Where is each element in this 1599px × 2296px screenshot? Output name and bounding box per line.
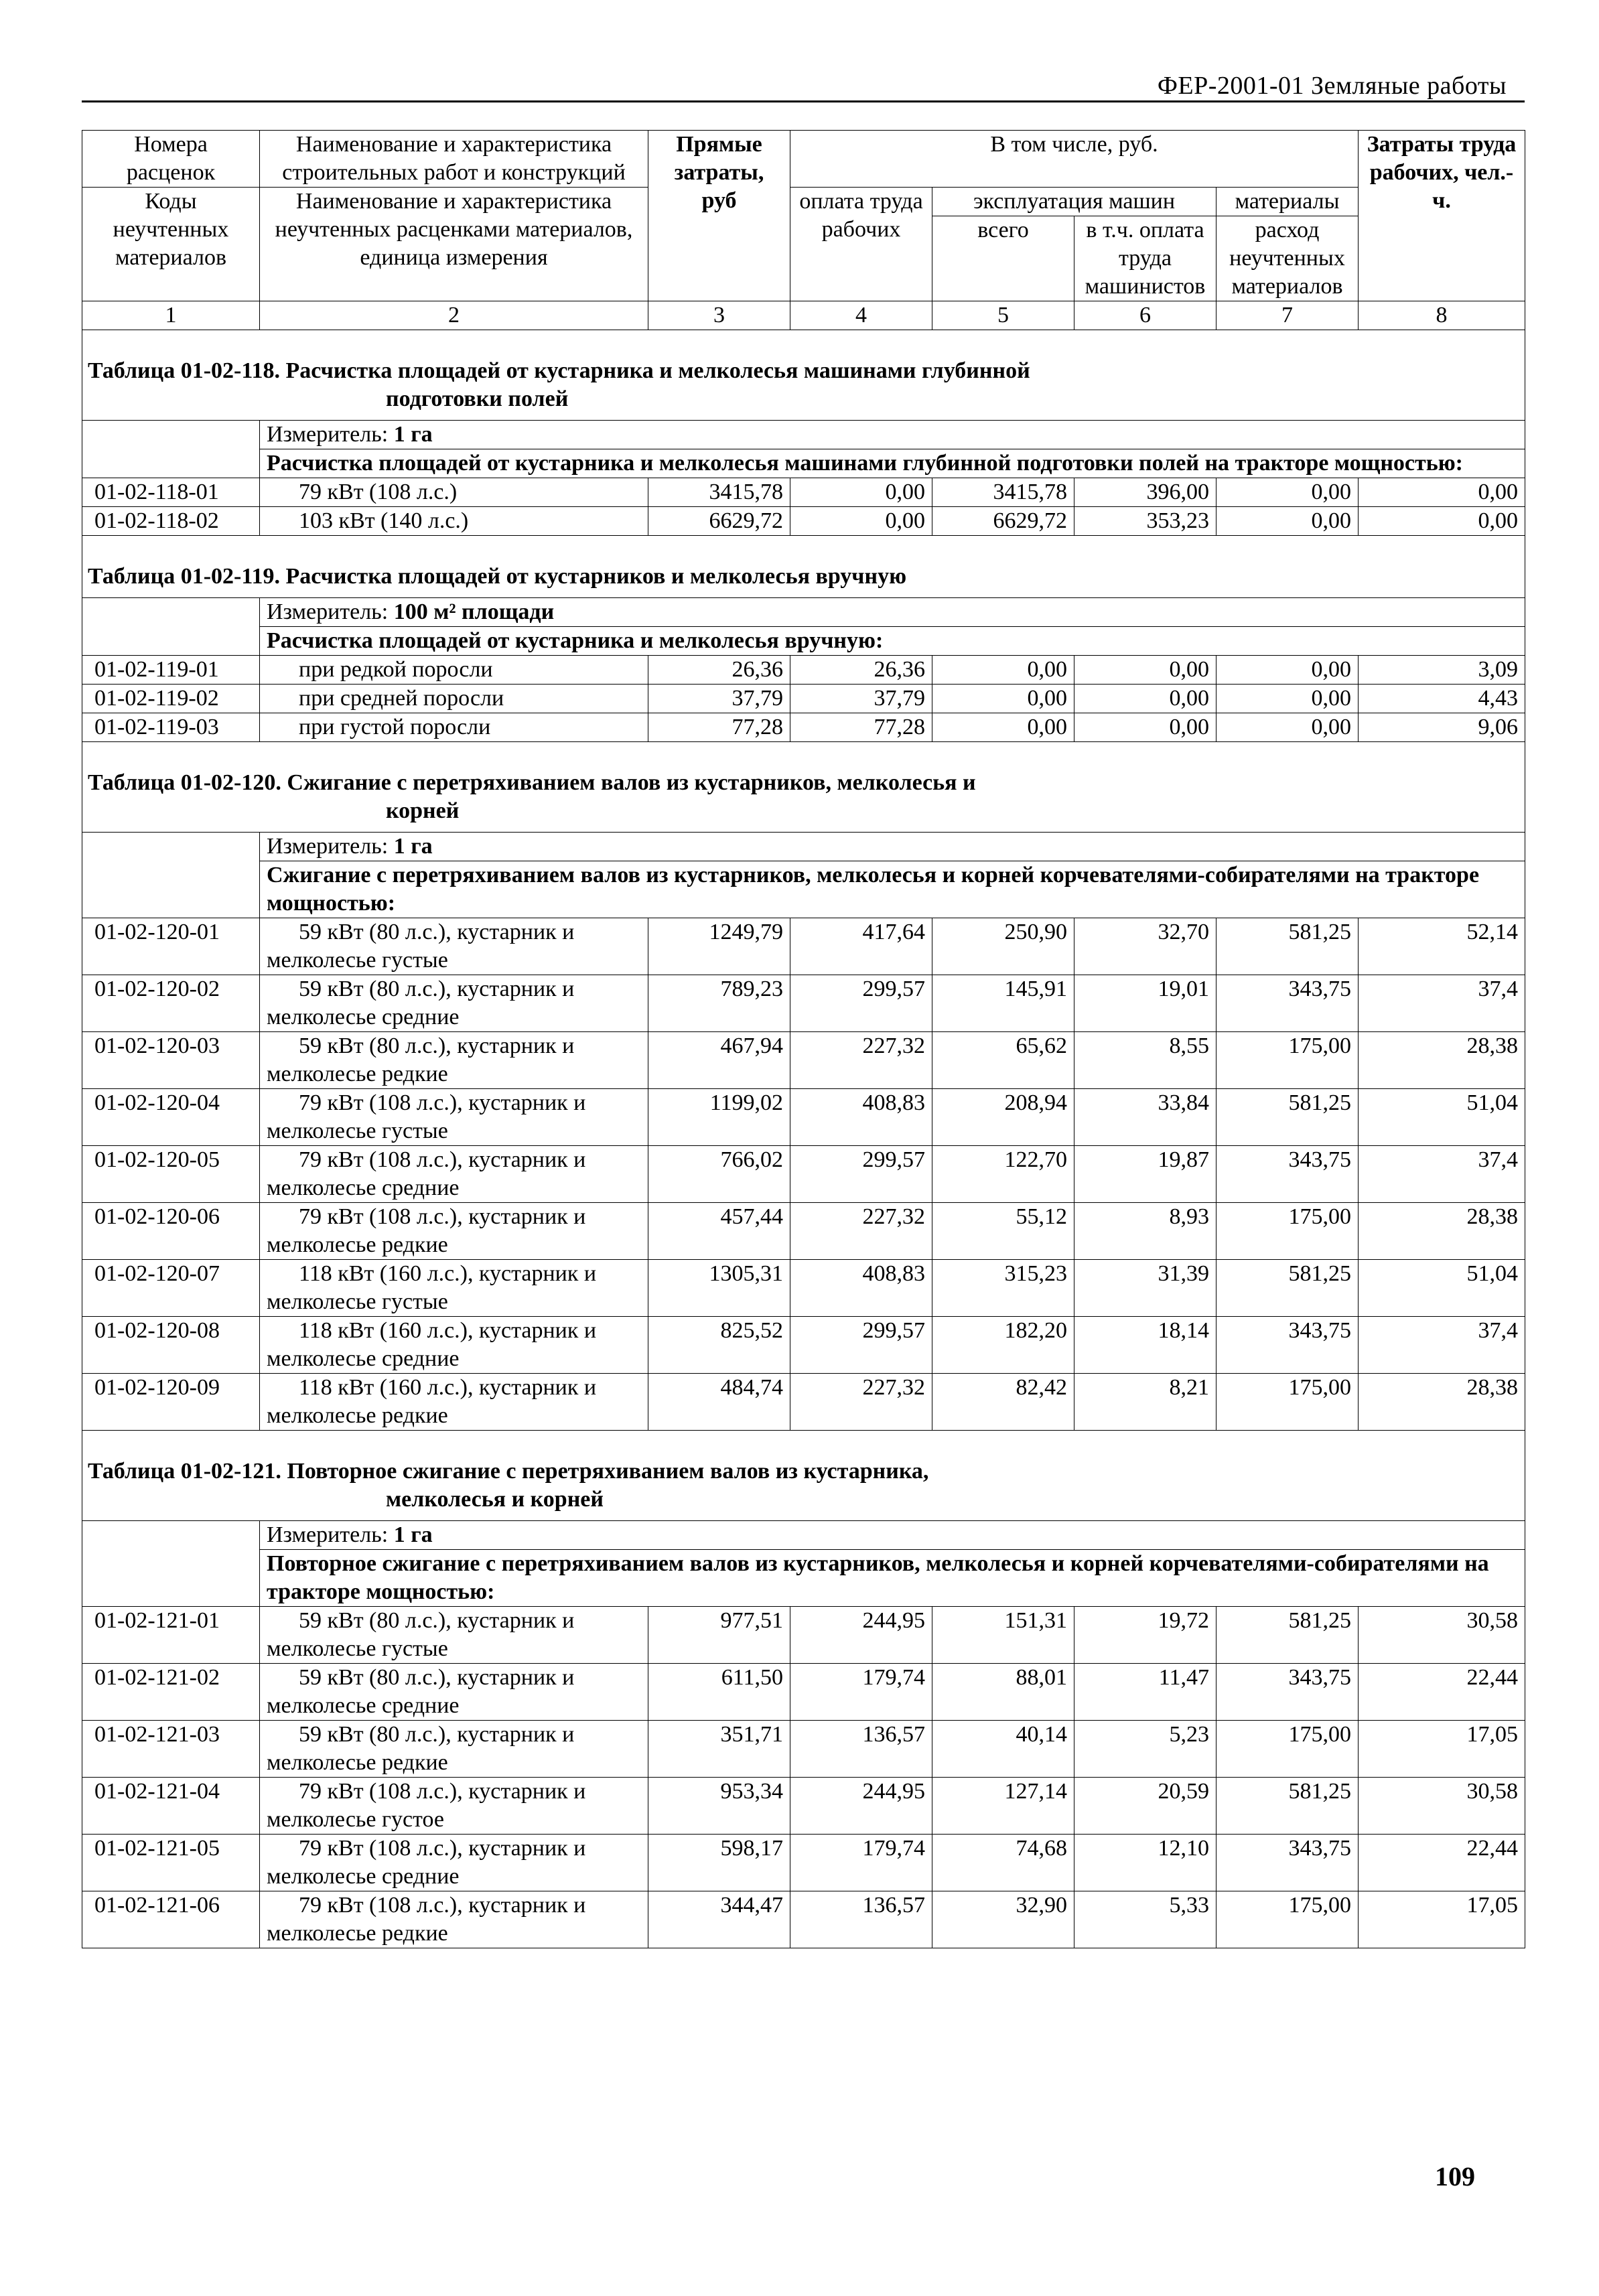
rate-name-line-1: 118 кВт (160 л.с.), кустарник и <box>299 1318 597 1343</box>
rate-code: 01-02-119-01 <box>82 656 260 685</box>
rate-value: 19,87 <box>1074 1146 1216 1203</box>
rate-value: 175,00 <box>1216 1891 1359 1948</box>
rate-name-line-2: мелколесье средние <box>267 1005 460 1029</box>
rate-name-line-1: 118 кВт (160 л.с.), кустарник и <box>299 1375 597 1400</box>
table-row <box>82 975 1525 1032</box>
rate-value: 136,57 <box>790 1891 932 1948</box>
table-row <box>82 1607 1525 1664</box>
rate-value: 33,84 <box>1074 1089 1216 1146</box>
rate-value: 26,36 <box>648 656 790 685</box>
rate-value: 299,57 <box>790 1317 932 1374</box>
rate-value: 0,00 <box>1074 685 1216 713</box>
rate-value: 26,36 <box>790 656 932 685</box>
rate-value: 408,83 <box>790 1089 932 1146</box>
rate-name-line-2: мелколесье редкие <box>267 1232 448 1257</box>
table-row <box>82 918 1525 975</box>
rate-code: 01-02-121-03 <box>82 1721 260 1778</box>
rate-name-line-2: мелколесье редкие <box>267 1062 448 1086</box>
work-description: Расчистка площадей от кустарника и мелколесья вручную: <box>260 627 1525 656</box>
measure-row <box>82 421 1525 449</box>
description-spacer <box>82 861 260 918</box>
rate-name-line-1: 59 кВт (80 л.с.), кустарник и <box>299 977 575 1001</box>
rate-name-line-2: мелколесье средние <box>267 1175 460 1200</box>
rate-name-line-2: мелколесье средние <box>267 1346 460 1371</box>
rate-value: 37,4 <box>1359 975 1525 1032</box>
measure-spacer <box>82 833 260 861</box>
table-title-row <box>82 536 1525 598</box>
rate-value: 6629,72 <box>648 507 790 536</box>
rate-name <box>260 1835 648 1891</box>
table-title <box>82 1431 1525 1521</box>
table-row <box>82 713 1525 742</box>
rate-value: 0,00 <box>1216 685 1359 713</box>
rate-value: 136,57 <box>790 1721 932 1778</box>
rate-value: 127,14 <box>932 1778 1074 1835</box>
rate-value: 37,4 <box>1359 1317 1525 1374</box>
rate-value: 20,59 <box>1074 1778 1216 1835</box>
measure-row <box>82 598 1525 627</box>
rate-name <box>260 656 648 685</box>
measure-spacer <box>82 421 260 449</box>
column-number: 6 <box>1074 301 1216 330</box>
rate-value: 55,12 <box>932 1203 1074 1260</box>
rate-name-line-2: мелколесье густые <box>267 1636 448 1661</box>
table-row <box>82 1835 1525 1891</box>
rate-value: 227,32 <box>790 1203 932 1260</box>
table-title-line-1: Таблица 01-02-118. Расчистка площадей от кустарника и мелколесья машинами глубинной <box>88 358 1030 383</box>
rate-name <box>260 685 648 713</box>
rate-value: 175,00 <box>1216 1032 1359 1089</box>
rate-value: 179,74 <box>790 1664 932 1721</box>
rate-value: 18,14 <box>1074 1317 1216 1374</box>
rate-value: 22,44 <box>1359 1664 1525 1721</box>
rate-name-line-2: мелколесье средние <box>267 1693 460 1718</box>
measure-row <box>82 833 1525 861</box>
rate-value: 0,00 <box>932 713 1074 742</box>
table-row <box>82 1778 1525 1835</box>
rate-value: 51,04 <box>1359 1260 1525 1317</box>
rate-value: 825,52 <box>648 1317 790 1374</box>
table-row <box>82 478 1525 507</box>
rate-value: 88,01 <box>932 1664 1074 1721</box>
rate-name-line-1: 79 кВт (108 л.с.), кустарник и <box>299 1836 586 1861</box>
rate-value: 343,75 <box>1216 975 1359 1032</box>
rate-value: 28,38 <box>1359 1203 1525 1260</box>
column-header-row-1 <box>82 131 1525 188</box>
col-labor-header: Затраты труда рабочих, чел.-ч. <box>1359 131 1525 301</box>
rate-value: 51,04 <box>1359 1089 1525 1146</box>
column-number: 3 <box>648 301 790 330</box>
column-number: 8 <box>1359 301 1525 330</box>
measure-label: Измеритель: <box>267 422 389 447</box>
rate-value: 175,00 <box>1216 1374 1359 1431</box>
rate-value: 6629,72 <box>932 507 1074 536</box>
table-title <box>82 330 1525 421</box>
rate-name-line-1: 79 кВт (108 л.с.), кустарник и <box>299 1204 586 1229</box>
rate-code: 01-02-121-04 <box>82 1778 260 1835</box>
rate-value: 417,64 <box>790 918 932 975</box>
table-title-line-2: корней <box>386 798 460 823</box>
measure-value: 1 га <box>393 422 433 447</box>
rate-code: 01-02-118-01 <box>82 478 260 507</box>
rate-value: 77,28 <box>648 713 790 742</box>
rate-value: 17,05 <box>1359 1891 1525 1948</box>
rate-value: 145,91 <box>932 975 1074 1032</box>
rate-value: 611,50 <box>648 1664 790 1721</box>
rate-code: 01-02-119-02 <box>82 685 260 713</box>
col-machines-header: эксплуатация машин <box>932 188 1216 216</box>
rate-value: 8,93 <box>1074 1203 1216 1260</box>
col-materials-codes-header: Коды неучтенных материалов <box>82 188 260 301</box>
rate-name-line-1: 118 кВт (160 л.с.), кустарник и <box>299 1261 597 1286</box>
rate-value: 4,43 <box>1359 685 1525 713</box>
table-title-line-2: подготовки полей <box>386 386 569 411</box>
rate-name <box>260 975 648 1032</box>
rate-value: 598,17 <box>648 1835 790 1891</box>
rate-name-text: 79 кВт (108 л.с.) <box>299 480 458 504</box>
col-materials-name-header: Наименование и характеристика неучтенных расценками материалов, единица измерения <box>260 188 648 301</box>
rate-code: 01-02-120-09 <box>82 1374 260 1431</box>
table-title <box>82 536 1525 598</box>
rate-name-line-1: 59 кВт (80 л.с.), кустарник и <box>299 920 575 944</box>
rate-value: 396,00 <box>1074 478 1216 507</box>
table-row <box>82 1032 1525 1089</box>
rate-value: 182,20 <box>932 1317 1074 1374</box>
rate-value: 457,44 <box>648 1203 790 1260</box>
measure-label: Измеритель: <box>267 1522 389 1547</box>
rate-code: 01-02-120-04 <box>82 1089 260 1146</box>
rate-name <box>260 1374 648 1431</box>
table-row <box>82 656 1525 685</box>
rate-value: 82,42 <box>932 1374 1074 1431</box>
measure-label: Измеритель: <box>267 834 389 859</box>
table-row <box>82 1374 1525 1431</box>
work-description: Сжигание с перетряхиванием валов из кустарников, мелколесья и корней корчевателями-собирателями на тракторе мощностью: <box>260 861 1525 918</box>
col-materials-sub-header: расход неучтенных материалов <box>1216 216 1359 301</box>
rate-value: 351,71 <box>648 1721 790 1778</box>
rate-code: 01-02-119-03 <box>82 713 260 742</box>
table-row <box>82 1146 1525 1203</box>
rate-code: 01-02-120-07 <box>82 1260 260 1317</box>
rate-name-text: при густой поросли <box>299 715 491 739</box>
rate-value: 9,06 <box>1359 713 1525 742</box>
rate-code: 01-02-121-01 <box>82 1607 260 1664</box>
rate-value: 953,34 <box>648 1778 790 1835</box>
rate-name <box>260 1664 648 1721</box>
rate-value: 408,83 <box>790 1260 932 1317</box>
rate-value: 30,58 <box>1359 1778 1525 1835</box>
rate-value: 581,25 <box>1216 1089 1359 1146</box>
rate-value: 0,00 <box>1216 656 1359 685</box>
rate-value: 315,23 <box>932 1260 1074 1317</box>
rate-value: 208,94 <box>932 1089 1074 1146</box>
table-row <box>82 1721 1525 1778</box>
rate-code: 01-02-121-06 <box>82 1891 260 1948</box>
rate-name-text: 103 кВт (140 л.с.) <box>299 508 469 533</box>
rate-value: 77,28 <box>790 713 932 742</box>
table-row <box>82 1664 1525 1721</box>
rate-code: 01-02-120-08 <box>82 1317 260 1374</box>
work-description: Расчистка площадей от кустарника и мелколесья машинами глубинной подготовки полей на тракторе мощностью: <box>260 449 1525 478</box>
rate-value: 0,00 <box>790 507 932 536</box>
measure <box>260 833 1525 861</box>
column-number: 7 <box>1216 301 1359 330</box>
rate-name-line-1: 59 кВт (80 л.с.), кустарник и <box>299 1722 575 1747</box>
col-materials-header: материалы <box>1216 188 1359 216</box>
rate-name <box>260 1203 648 1260</box>
rate-value: 1199,02 <box>648 1089 790 1146</box>
rate-name <box>260 1260 648 1317</box>
measure-value: 1 га <box>393 834 433 859</box>
table-title-line-1: Таблица 01-02-119. Расчистка площадей от кустарников и мелколесья вручную <box>88 564 907 589</box>
measure <box>260 421 1525 449</box>
rate-value: 244,95 <box>790 1778 932 1835</box>
rate-name-line-1: 79 кВт (108 л.с.), кустарник и <box>299 1090 586 1115</box>
table-title-row <box>82 330 1525 421</box>
rate-value: 766,02 <box>648 1146 790 1203</box>
rate-value: 5,33 <box>1074 1891 1216 1948</box>
rate-value: 227,32 <box>790 1374 932 1431</box>
description-spacer <box>82 627 260 656</box>
column-number-row <box>82 301 1525 330</box>
rate-value: 37,4 <box>1359 1146 1525 1203</box>
rate-name-line-2: мелколесье густые <box>267 948 448 973</box>
rate-value: 0,00 <box>1074 656 1216 685</box>
rate-value: 299,57 <box>790 1146 932 1203</box>
rate-code: 01-02-120-03 <box>82 1032 260 1089</box>
rate-value: 0,00 <box>790 478 932 507</box>
rate-value: 0,00 <box>1074 713 1216 742</box>
rate-value: 175,00 <box>1216 1721 1359 1778</box>
rate-name-line-2: мелколесье густые <box>267 1119 448 1143</box>
table-row <box>82 1260 1525 1317</box>
rate-value: 0,00 <box>932 656 1074 685</box>
rate-value: 484,74 <box>648 1374 790 1431</box>
rate-value: 343,75 <box>1216 1146 1359 1203</box>
rate-value: 8,21 <box>1074 1374 1216 1431</box>
col-name-header: Наименование и характеристика строительных работ и конструкций <box>260 131 648 188</box>
rate-name-line-1: 59 кВт (80 л.с.), кустарник и <box>299 1608 575 1633</box>
rate-code: 01-02-120-01 <box>82 918 260 975</box>
table-title-line-1: Таблица 01-02-120. Сжигание с перетряхиванием валов из кустарников, мелколесья и <box>88 770 976 795</box>
rate-name-text: при средней поросли <box>299 686 504 711</box>
rate-value: 0,00 <box>1216 507 1359 536</box>
rate-name <box>260 1146 648 1203</box>
rate-code: 01-02-120-06 <box>82 1203 260 1260</box>
rate-value: 3,09 <box>1359 656 1525 685</box>
rate-name <box>260 1317 648 1374</box>
rate-name <box>260 1721 648 1778</box>
table-title <box>82 742 1525 833</box>
rate-value: 28,38 <box>1359 1374 1525 1431</box>
rate-value: 74,68 <box>932 1835 1074 1891</box>
measure <box>260 598 1525 627</box>
rate-value: 3415,78 <box>648 478 790 507</box>
table-title-line-1: Таблица 01-02-121. Повторное сжигание с перетряхиванием валов из кустарника, <box>88 1459 929 1484</box>
rate-value: 17,05 <box>1359 1721 1525 1778</box>
rate-value: 0,00 <box>1216 478 1359 507</box>
rate-value: 344,47 <box>648 1891 790 1948</box>
rate-value: 244,95 <box>790 1607 932 1664</box>
table-title-row <box>82 1431 1525 1521</box>
rate-name <box>260 1032 648 1089</box>
rate-value: 581,25 <box>1216 1607 1359 1664</box>
col-pay-header: оплата труда рабочих <box>790 188 932 301</box>
rate-value: 175,00 <box>1216 1203 1359 1260</box>
rate-name <box>260 507 648 536</box>
table-row <box>82 507 1525 536</box>
rate-name-line-1: 79 кВт (108 л.с.), кустарник и <box>299 1779 586 1804</box>
rate-value: 0,00 <box>1359 478 1525 507</box>
rate-value: 1249,79 <box>648 918 790 975</box>
rate-name-line-1: 59 кВт (80 л.с.), кустарник и <box>299 1665 575 1690</box>
rate-name-line-2: мелколесье редкие <box>267 1750 448 1775</box>
rate-name-line-1: 59 кВт (80 л.с.), кустарник и <box>299 1033 575 1058</box>
rate-value: 37,79 <box>648 685 790 713</box>
rate-value: 19,72 <box>1074 1607 1216 1664</box>
col-machines-total-header: всего <box>932 216 1074 301</box>
rate-name-line-2: мелколесье редкие <box>267 1921 448 1946</box>
rate-value: 353,23 <box>1074 507 1216 536</box>
measure-spacer <box>82 1521 260 1550</box>
rate-value: 250,90 <box>932 918 1074 975</box>
rate-value: 30,58 <box>1359 1607 1525 1664</box>
rate-value: 299,57 <box>790 975 932 1032</box>
table-row <box>82 1891 1525 1948</box>
column-number: 5 <box>932 301 1074 330</box>
rate-name <box>260 1778 648 1835</box>
rate-value: 37,79 <box>790 685 932 713</box>
page-header: ФЕР-2001-01 Земляные работы <box>1157 72 1507 100</box>
rate-code: 01-02-120-05 <box>82 1146 260 1203</box>
measure-value: 100 м² площади <box>393 599 555 624</box>
rate-name <box>260 1891 648 1948</box>
document-body <box>82 130 1525 1948</box>
table-row <box>82 1203 1525 1260</box>
rate-name <box>260 1089 648 1146</box>
rate-value: 467,94 <box>648 1032 790 1089</box>
rate-value: 52,14 <box>1359 918 1525 975</box>
rate-name-text: при редкой поросли <box>299 657 493 682</box>
rate-value: 11,47 <box>1074 1664 1216 1721</box>
rate-value: 8,55 <box>1074 1032 1216 1089</box>
rate-name-line-2: мелколесье средние <box>267 1864 460 1889</box>
description-row <box>82 449 1525 478</box>
rate-value: 343,75 <box>1216 1664 1359 1721</box>
rate-name-line-1: 79 кВт (108 л.с.), кустарник и <box>299 1147 586 1172</box>
rate-value: 581,25 <box>1216 1260 1359 1317</box>
rate-name <box>260 1607 648 1664</box>
rate-value: 31,39 <box>1074 1260 1216 1317</box>
measure-row <box>82 1521 1525 1550</box>
rate-value: 122,70 <box>932 1146 1074 1203</box>
rate-value: 40,14 <box>932 1721 1074 1778</box>
rate-name <box>260 478 648 507</box>
table-title-row <box>82 742 1525 833</box>
rate-value: 789,23 <box>648 975 790 1032</box>
rate-value: 28,38 <box>1359 1032 1525 1089</box>
description-row <box>82 627 1525 656</box>
rate-value: 22,44 <box>1359 1835 1525 1891</box>
description-spacer <box>82 449 260 478</box>
description-row <box>82 1550 1525 1607</box>
rate-code: 01-02-120-02 <box>82 975 260 1032</box>
rate-value: 581,25 <box>1216 1778 1359 1835</box>
rate-value: 343,75 <box>1216 1835 1359 1891</box>
rate-value: 343,75 <box>1216 1317 1359 1374</box>
description-row <box>82 861 1525 918</box>
col-direct-costs-header: Прямые затраты, руб <box>648 131 790 301</box>
rate-value: 32,90 <box>932 1891 1074 1948</box>
rate-value: 151,31 <box>932 1607 1074 1664</box>
rate-value: 32,70 <box>1074 918 1216 975</box>
measure-value: 1 га <box>393 1522 433 1547</box>
rate-name-line-2: мелколесье редкие <box>267 1403 448 1428</box>
measure <box>260 1521 1525 1550</box>
rate-value: 65,62 <box>932 1032 1074 1089</box>
rate-name-line-2: мелколесье густое <box>267 1807 444 1832</box>
table-row <box>82 685 1525 713</box>
rate-value: 0,00 <box>932 685 1074 713</box>
table-title-line-2: мелколесья и корней <box>386 1487 604 1512</box>
table-row <box>82 1317 1525 1374</box>
rate-name-line-1: 79 кВт (108 л.с.), кустарник и <box>299 1893 586 1918</box>
column-number: 4 <box>790 301 932 330</box>
table-row <box>82 1089 1525 1146</box>
rate-value: 581,25 <box>1216 918 1359 975</box>
rate-value: 0,00 <box>1359 507 1525 536</box>
rate-code: 01-02-121-02 <box>82 1664 260 1721</box>
rate-name <box>260 918 648 975</box>
description-spacer <box>82 1550 260 1607</box>
rate-value: 3415,78 <box>932 478 1074 507</box>
rate-value: 5,23 <box>1074 1721 1216 1778</box>
rates-table <box>82 130 1525 1948</box>
rate-value: 1305,31 <box>648 1260 790 1317</box>
column-header-row-2 <box>82 188 1525 216</box>
work-description: Повторное сжигание с перетряхиванием валов из кустарников, мелколесья и корней корчевателями-собирателями на тракторе мощностью: <box>260 1550 1525 1607</box>
rate-value: 977,51 <box>648 1607 790 1664</box>
rate-value: 0,00 <box>1216 713 1359 742</box>
rate-code: 01-02-121-05 <box>82 1835 260 1891</box>
measure-spacer <box>82 598 260 627</box>
header-rule <box>82 100 1525 102</box>
rate-code: 01-02-118-02 <box>82 507 260 536</box>
col-including-header: В том числе, руб. <box>790 131 1359 188</box>
col-codes-header: Номера расценок <box>82 131 260 188</box>
column-number: 1 <box>82 301 260 330</box>
page-number: 109 <box>1435 2161 1475 2192</box>
rate-value: 179,74 <box>790 1835 932 1891</box>
measure-label: Измеритель: <box>267 599 389 624</box>
column-number: 2 <box>260 301 648 330</box>
rate-value: 227,32 <box>790 1032 932 1089</box>
col-machines-pay-header: в т.ч. оплата труда машинистов <box>1074 216 1216 301</box>
rate-name-line-2: мелколесье густые <box>267 1289 448 1314</box>
rate-value: 12,10 <box>1074 1835 1216 1891</box>
rate-name <box>260 713 648 742</box>
rate-value: 19,01 <box>1074 975 1216 1032</box>
